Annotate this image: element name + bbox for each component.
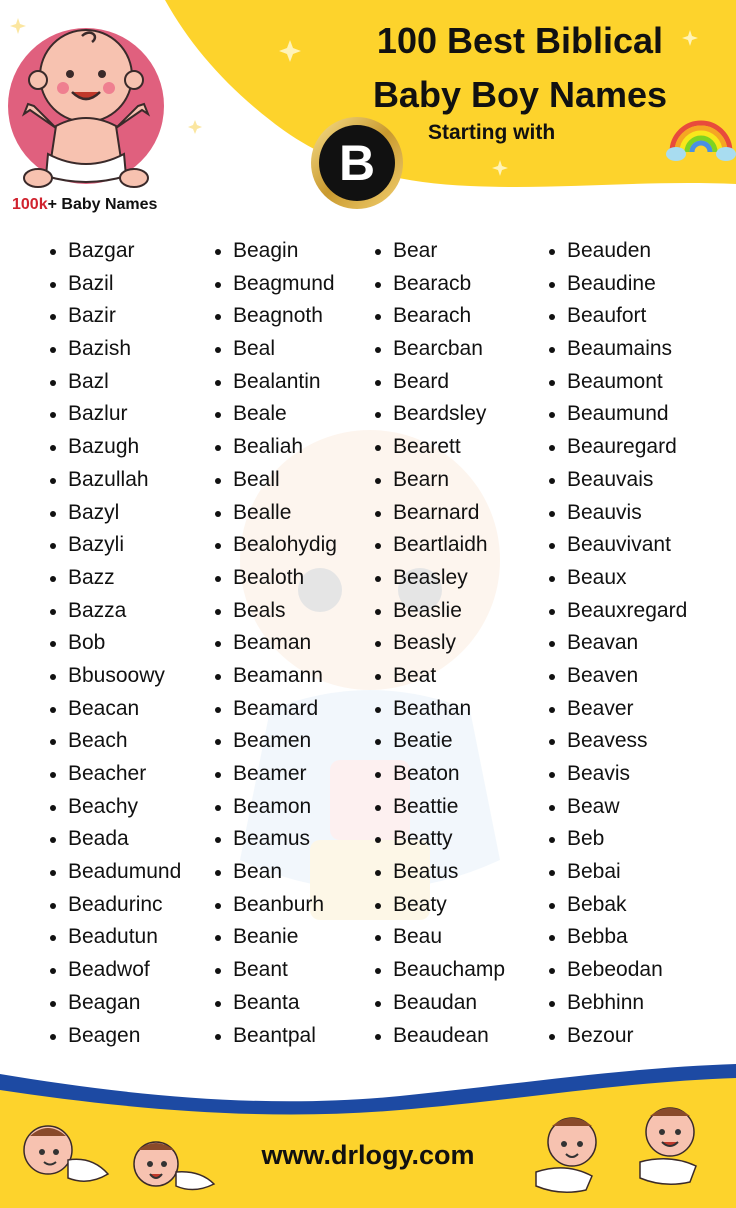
- name-item: Bazz: [50, 562, 181, 595]
- name-item: Bazyli: [50, 529, 181, 562]
- name-item: Beatus: [375, 856, 505, 889]
- name-item: Beau: [375, 921, 505, 954]
- name-item: Beauvivant: [549, 529, 687, 562]
- name-item: Bealiah: [215, 431, 337, 464]
- name-item: Beauvais: [549, 464, 687, 497]
- name-item: Bearach: [375, 300, 505, 333]
- name-item: Beauden: [549, 235, 687, 268]
- name-item: Bazl: [50, 366, 181, 399]
- logo-baby: [8, 18, 168, 190]
- brand-accent: 100k: [12, 196, 48, 213]
- name-item: Beb: [549, 823, 687, 856]
- name-item: Beaudan: [375, 987, 505, 1020]
- name-item: Beals: [215, 595, 337, 628]
- name-item: Bearcban: [375, 333, 505, 366]
- name-item: Beaw: [549, 791, 687, 824]
- name-item: Beavis: [549, 758, 687, 791]
- name-item: Beamer: [215, 758, 337, 791]
- name-item: Bear: [375, 235, 505, 268]
- name-item: Beard: [375, 366, 505, 399]
- name-item: Beacher: [50, 758, 181, 791]
- name-item: Beartlaidh: [375, 529, 505, 562]
- name-item: Beauxregard: [549, 595, 687, 628]
- name-item: Beavess: [549, 725, 687, 758]
- name-item: Beagmund: [215, 268, 337, 301]
- name-item: Beamen: [215, 725, 337, 758]
- name-item: Beaumont: [549, 366, 687, 399]
- name-item: Beagen: [50, 1020, 181, 1053]
- page-title: [320, 14, 720, 122]
- footer-website-url: www.drlogy.com: [261, 1140, 475, 1170]
- name-item: Beauchamp: [375, 954, 505, 987]
- name-item: Bealoth: [215, 562, 337, 595]
- name-item: Bebhinn: [549, 987, 687, 1020]
- name-item: Beacan: [50, 693, 181, 726]
- subtitle: Starting with: [428, 121, 556, 144]
- name-item: Beaux: [549, 562, 687, 595]
- name-item: Beathan: [375, 693, 505, 726]
- name-item: Beavan: [549, 627, 687, 660]
- name-item: Bealantin: [215, 366, 337, 399]
- name-item: Beaver: [549, 693, 687, 726]
- name-item: Bbusoowy: [50, 660, 181, 693]
- name-item: Beanburh: [215, 889, 337, 922]
- name-item: Beaumains: [549, 333, 687, 366]
- name-item: Bebeodan: [549, 954, 687, 987]
- names-column-3: [375, 235, 505, 1052]
- name-item: Beatty: [375, 823, 505, 856]
- rainbow-icon: [666, 112, 736, 164]
- brand-rest: + Baby Names: [47, 196, 158, 213]
- badge-letter: B: [338, 135, 376, 191]
- name-item: Bazgar: [50, 235, 181, 268]
- name-item: Beasley: [375, 562, 505, 595]
- name-item: Beachy: [50, 791, 181, 824]
- name-item: Bealohydig: [215, 529, 337, 562]
- name-item: Beaumund: [549, 398, 687, 431]
- names-column-4: [549, 235, 687, 1052]
- name-item: Bearn: [375, 464, 505, 497]
- name-item: Beal: [215, 333, 337, 366]
- name-item: Bebak: [549, 889, 687, 922]
- name-item: Beadurinc: [50, 889, 181, 922]
- name-item: Beaudine: [549, 268, 687, 301]
- name-item: Bazil: [50, 268, 181, 301]
- name-item: Bebba: [549, 921, 687, 954]
- name-item: Beardsley: [375, 398, 505, 431]
- name-item: Beant: [215, 954, 337, 987]
- letter-badge: [310, 116, 404, 210]
- name-item: Beasly: [375, 627, 505, 660]
- name-item: Bazullah: [50, 464, 181, 497]
- name-item: Beanie: [215, 921, 337, 954]
- name-item: Beaty: [375, 889, 505, 922]
- name-item: Beauvis: [549, 497, 687, 530]
- title-line-2: Baby Boy Names: [372, 74, 668, 115]
- name-item: Beaman: [215, 627, 337, 660]
- names-column-2: [215, 235, 337, 1052]
- name-item: Beauregard: [549, 431, 687, 464]
- name-item: Beatie: [375, 725, 505, 758]
- baby-logo-icon: [8, 18, 168, 190]
- name-item: Beada: [50, 823, 181, 856]
- name-item: Bazir: [50, 300, 181, 333]
- name-item: Beadutun: [50, 921, 181, 954]
- name-item: Bearett: [375, 431, 505, 464]
- name-item: Bearacb: [375, 268, 505, 301]
- name-item: Beamus: [215, 823, 337, 856]
- name-item: Beadwof: [50, 954, 181, 987]
- name-item: Bealle: [215, 497, 337, 530]
- name-item: Beaton: [375, 758, 505, 791]
- name-item: Beagan: [50, 987, 181, 1020]
- name-item: Beattie: [375, 791, 505, 824]
- name-item: Bazyl: [50, 497, 181, 530]
- name-item: Beanta: [215, 987, 337, 1020]
- name-item: Beantpal: [215, 1020, 337, 1053]
- name-item: Beaslie: [375, 595, 505, 628]
- name-item: Bebai: [549, 856, 687, 889]
- name-item: Beadumund: [50, 856, 181, 889]
- name-item: Beaven: [549, 660, 687, 693]
- name-item: Bazlur: [50, 398, 181, 431]
- name-item: Bazish: [50, 333, 181, 366]
- name-item: Bean: [215, 856, 337, 889]
- name-item: Beall: [215, 464, 337, 497]
- name-item: Beamon: [215, 791, 337, 824]
- name-item: Bazugh: [50, 431, 181, 464]
- name-item: Beach: [50, 725, 181, 758]
- name-item: Beat: [375, 660, 505, 693]
- title-line-1: 100 Best Biblical: [376, 20, 664, 61]
- name-item: Bazza: [50, 595, 181, 628]
- name-item: Beaufort: [549, 300, 687, 333]
- name-item: Beagnoth: [215, 300, 337, 333]
- name-item: Beamard: [215, 693, 337, 726]
- name-item: Bearnard: [375, 497, 505, 530]
- name-item: Bob: [50, 627, 181, 660]
- name-item: Beamann: [215, 660, 337, 693]
- name-item: Beale: [215, 398, 337, 431]
- name-item: Bezour: [549, 1020, 687, 1053]
- name-item: Beaudean: [375, 1020, 505, 1053]
- name-item: Beagin: [215, 235, 337, 268]
- logo-brand-text: [12, 196, 157, 214]
- names-column-1: [50, 235, 181, 1052]
